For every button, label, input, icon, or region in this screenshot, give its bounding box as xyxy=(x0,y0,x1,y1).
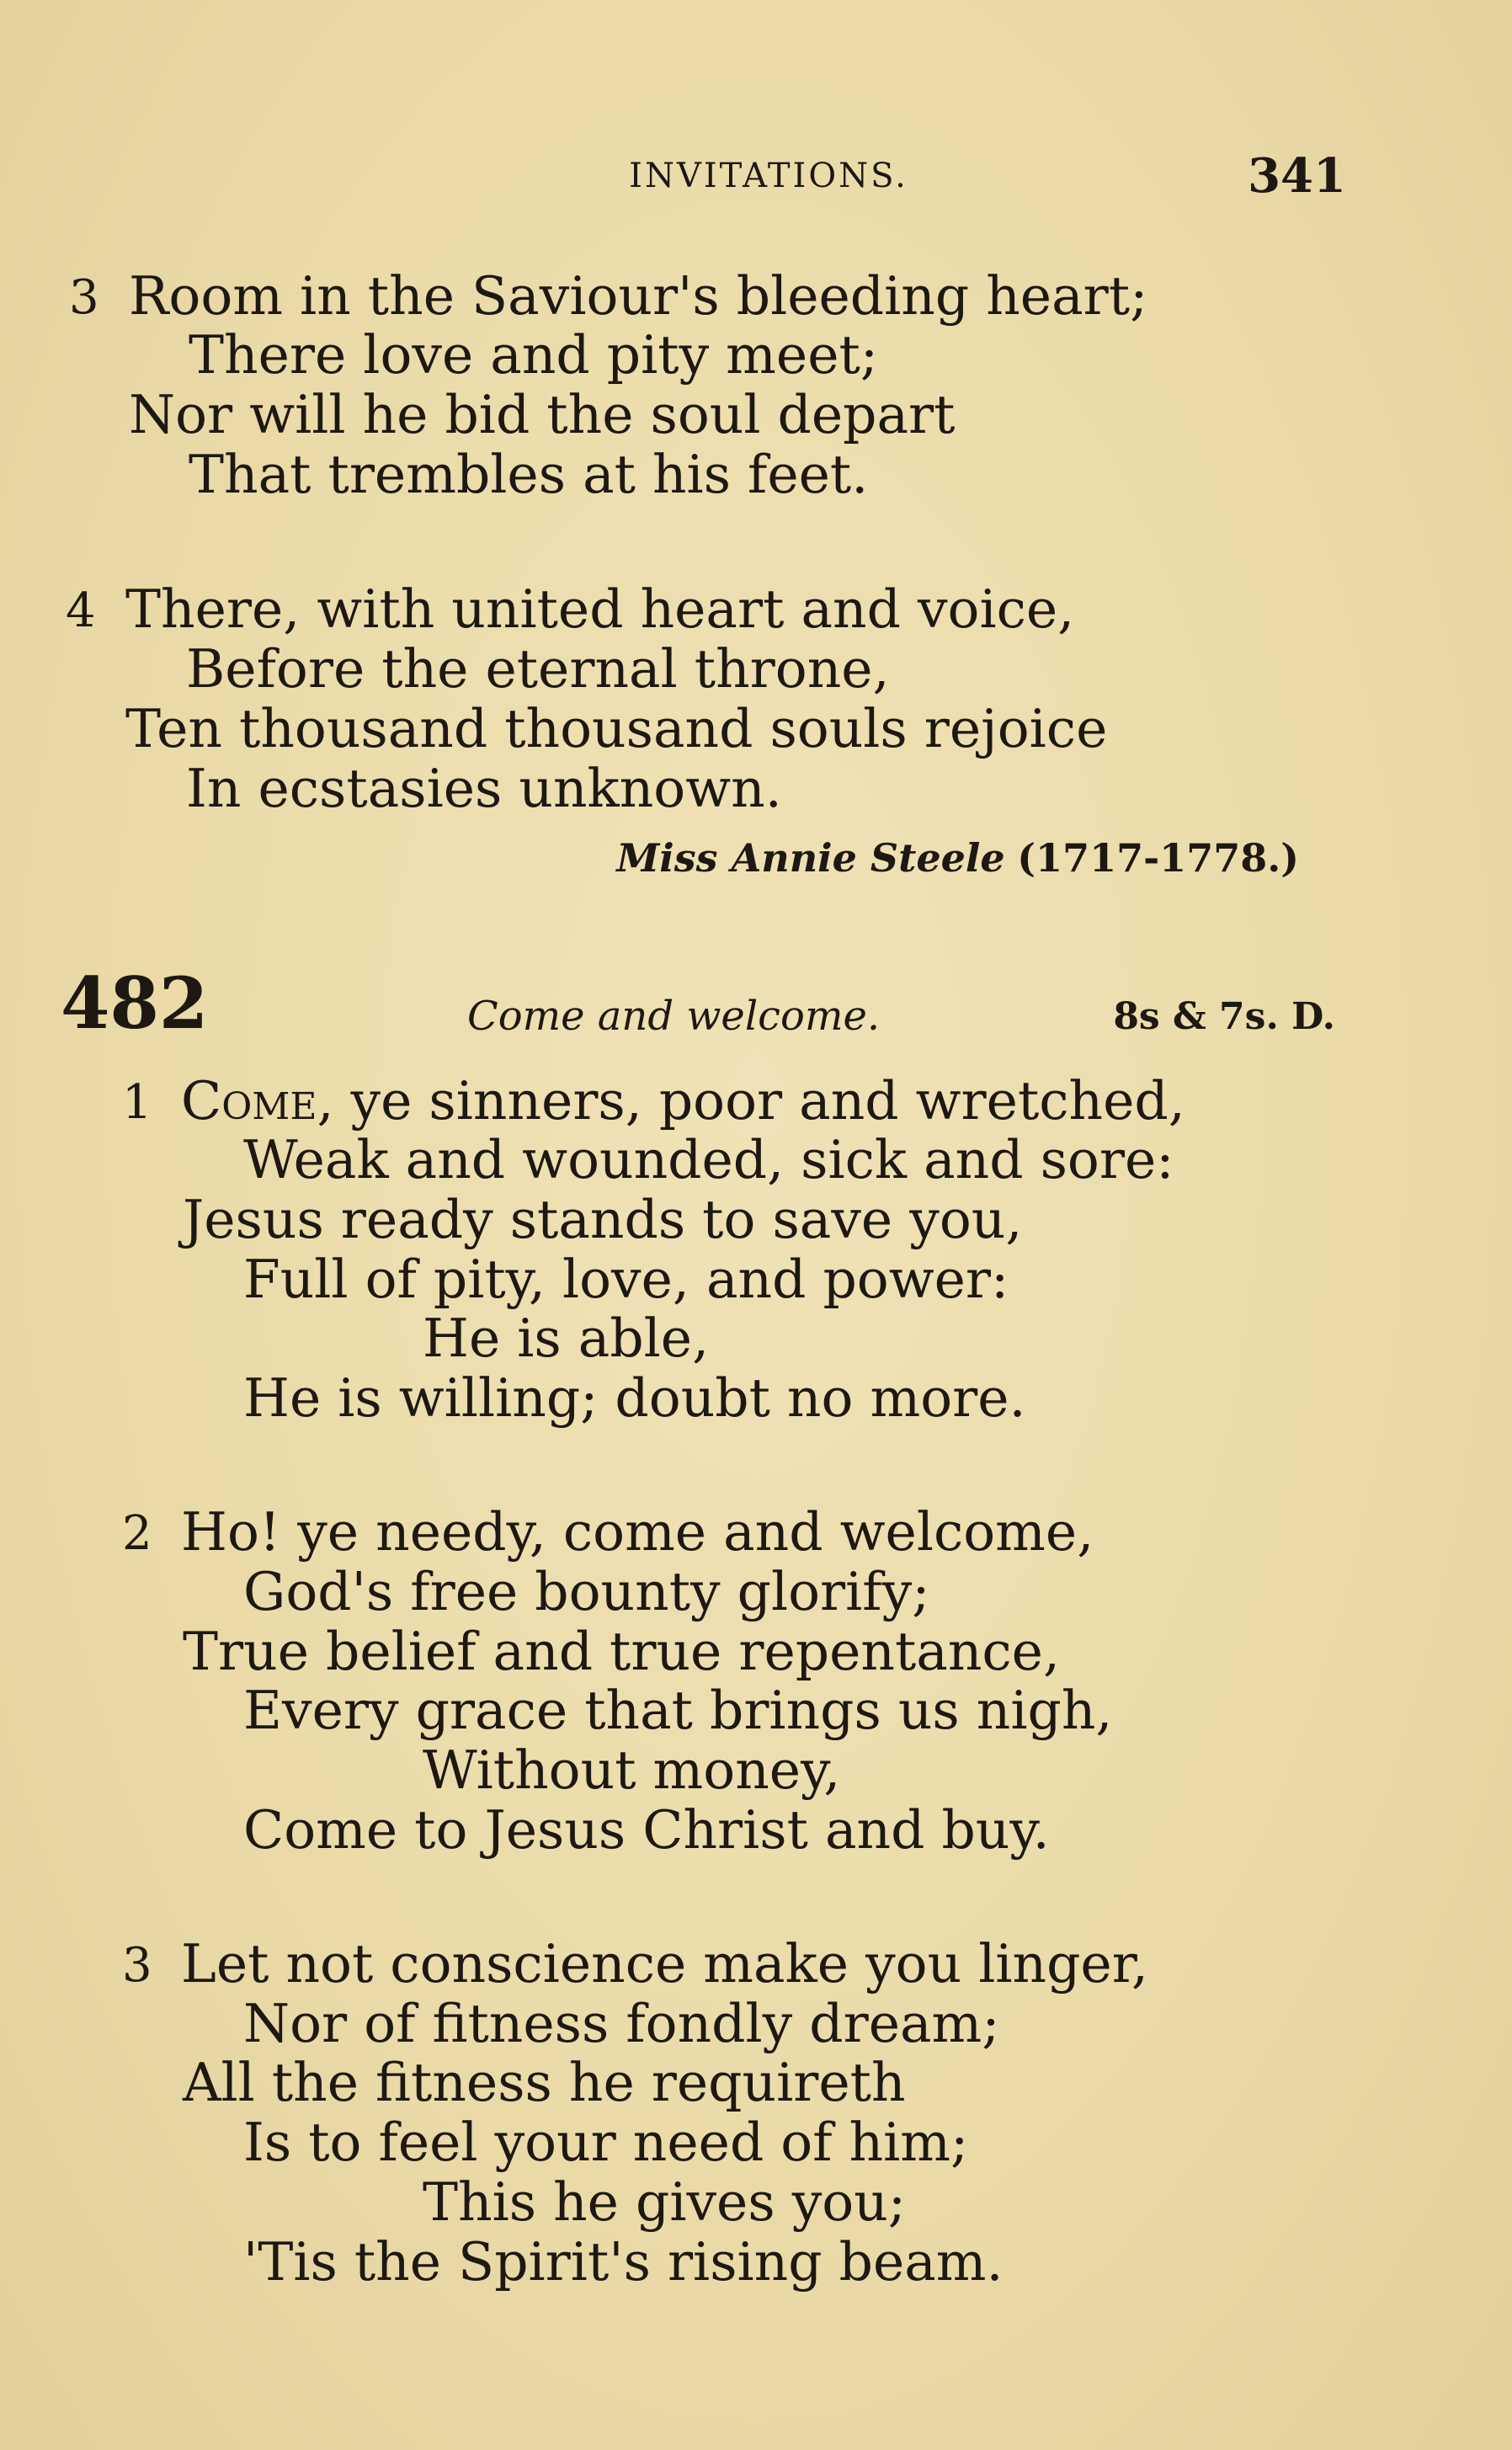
hymn-line: He is willing; doubt no more. xyxy=(243,1367,1026,1429)
hymn-line: Jesus ready stands to save you, xyxy=(183,1189,1023,1250)
hymn-line: This he gives you; xyxy=(423,2171,907,2233)
hymn-line: In ecstasies unknown. xyxy=(186,758,782,819)
hymn-number: 482 xyxy=(61,961,209,1045)
hymn-line: God's free bounty glorify; xyxy=(243,1561,930,1622)
hymn-line: Before the eternal throne, xyxy=(186,638,890,700)
hymn-meter: 8s & 7s. D. xyxy=(1113,995,1335,1038)
hymn-line: Every grace that brings us nigh, xyxy=(243,1680,1113,1741)
hymn-title: Come and welcome. xyxy=(467,993,881,1040)
page-number: 341 xyxy=(1248,148,1346,204)
stanza-number: 3 xyxy=(122,1938,152,1993)
hymn-line: All the fitness he requireth xyxy=(183,2052,906,2113)
stanza-number: 1 xyxy=(122,1075,152,1130)
author-dates: (1717-1778.) xyxy=(1017,835,1299,881)
hymn-line: Let not conscience make you linger, xyxy=(181,1933,1148,1995)
hymn-line: There, with united heart and voice, xyxy=(125,578,1075,640)
hymn-line: He is able, xyxy=(423,1308,710,1369)
first-line-rest: , ye sinners, poor and wretched, xyxy=(317,1070,1185,1132)
stanza-number: 3 xyxy=(69,270,99,325)
hymn-line: Is to feel your need of him; xyxy=(243,2112,969,2173)
hymn-line: Full of pity, love, and power: xyxy=(243,1249,1009,1310)
hymn-line: Without money, xyxy=(423,1739,841,1801)
hymn-line: Room in the Saviour's bleeding heart; xyxy=(129,265,1148,327)
hymn-line: Nor will he bid the soul depart xyxy=(129,384,956,445)
first-word: Come xyxy=(181,1070,317,1132)
hymn-line: There love and pity meet; xyxy=(189,324,879,386)
hymn-line: That trembles at his feet. xyxy=(189,444,869,505)
hymn-line: Come to Jesus Christ and buy. xyxy=(243,1799,1050,1861)
hymn-line: Weak and wounded, sick and sore: xyxy=(243,1129,1174,1190)
hymn-line xyxy=(181,1070,1185,1132)
running-header: INVITATIONS. xyxy=(629,157,908,195)
hymn-attribution xyxy=(616,835,1299,881)
author-name: Miss Annie Steele xyxy=(616,835,1005,881)
stanza-number: 2 xyxy=(122,1506,152,1561)
hymn-line: 'Tis the Spirit's rising beam. xyxy=(243,2231,1004,2293)
hymn-line: Ten thousand thousand souls rejoice xyxy=(125,698,1108,759)
stanza-number: 4 xyxy=(66,583,96,638)
hymn-line: Nor of fitness fondly dream; xyxy=(243,1993,1000,2054)
hymn-line: True belief and true repentance, xyxy=(183,1621,1060,1682)
hymn-line: Ho! ye needy, come and welcome, xyxy=(181,1501,1094,1563)
